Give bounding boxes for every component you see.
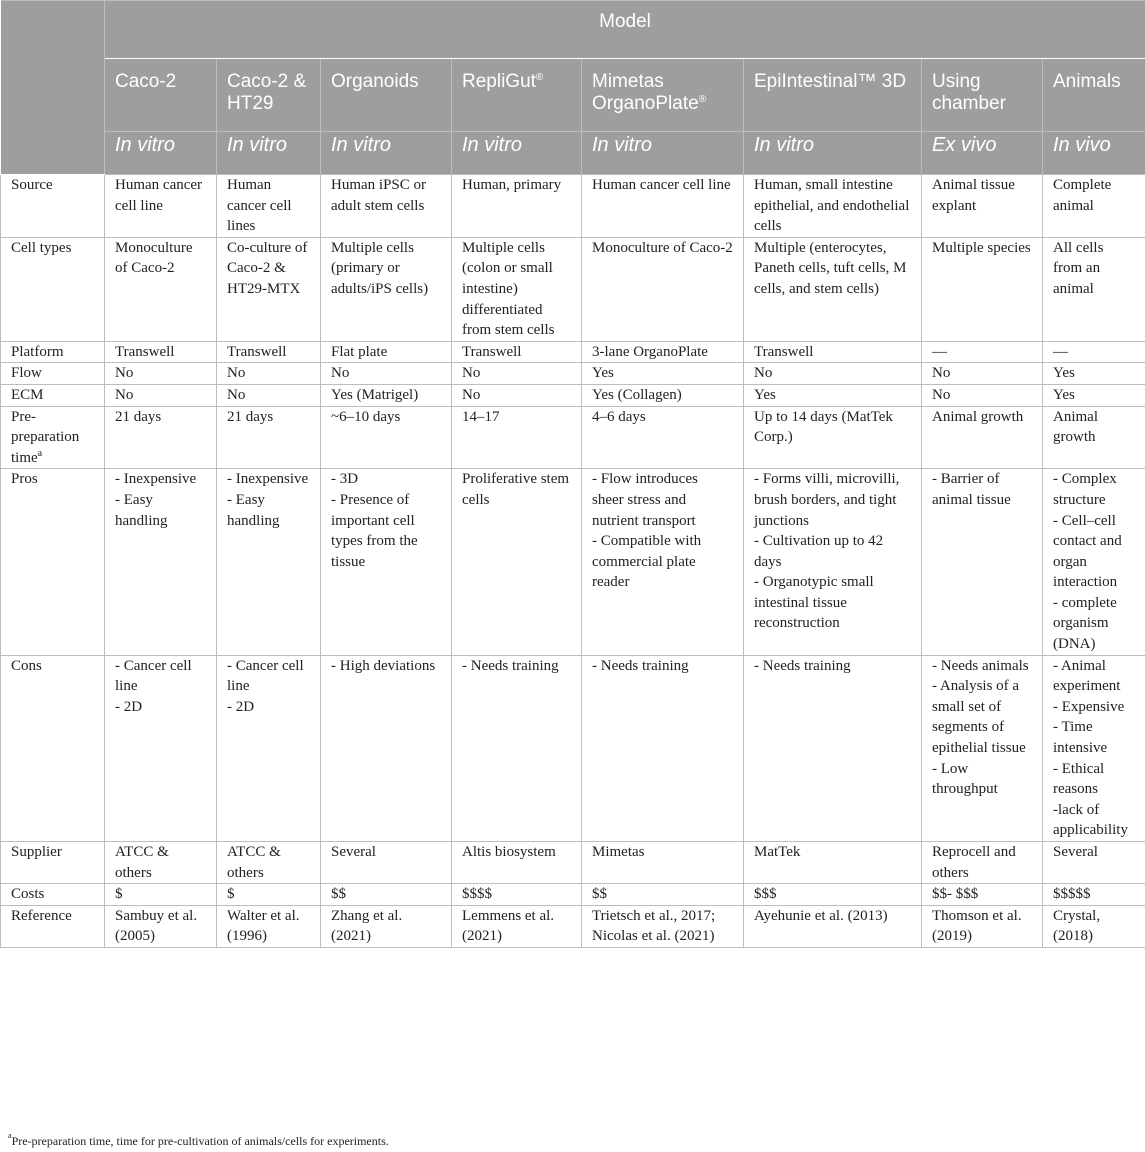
table-row (1, 363, 1145, 385)
table-cell: Several (321, 842, 452, 884)
row-label (1, 406, 105, 469)
table-cell (1043, 655, 1145, 841)
cell-line: - Low throughput (932, 760, 998, 798)
table-cell: Monoculture of Caco-2 (582, 237, 744, 341)
model-name: Using chamber (932, 71, 1006, 114)
table-cell: Transwell (744, 341, 922, 363)
table-cell (105, 469, 217, 655)
footnote-ref: a (37, 447, 43, 459)
table-cell: $ (217, 884, 321, 906)
model-name-header (744, 59, 922, 132)
row-label-text: Source (11, 177, 53, 193)
cell-line: - Cell–cell contact and organ interaction (1053, 512, 1122, 591)
table-cell (217, 469, 321, 655)
row-label (1, 363, 105, 385)
row-label (1, 341, 105, 363)
row-label-text: Costs (11, 886, 45, 903)
table-row (1, 842, 1145, 884)
table-cell: $$$ (744, 884, 922, 906)
table-cell (452, 655, 582, 841)
table-cell: Human cancer cell line (582, 175, 744, 238)
model-kind-header: In vitro (452, 132, 582, 175)
row-label-text: Pre-preparation time (11, 408, 80, 466)
table-cell: $$$$$ (1043, 884, 1145, 906)
cell-line: - Inexpensive (115, 471, 197, 488)
cell-line: - Flow introduces sheer stress and nutrient transport (592, 471, 698, 529)
cell-line: - Inexpensive (227, 471, 309, 488)
row-label (1, 842, 105, 884)
table-cell: Thomson et al. (2019) (922, 905, 1043, 947)
table-header (1, 1, 1145, 175)
table-cell: Ayehunie et al. (2013) (744, 905, 922, 947)
table-cell: Transwell (452, 341, 582, 363)
table-cell: No (105, 363, 217, 385)
model-kind-header: In vitro (321, 132, 452, 175)
table-cell: Co-culture of Caco-2 & HT29-MTX (217, 237, 321, 341)
table-cell: Yes (744, 384, 922, 406)
table-cell (582, 469, 744, 655)
table-cell: Human, primary (452, 175, 582, 238)
table-cell: Complete animal (1043, 175, 1145, 238)
row-label-text: Cons (11, 657, 42, 674)
table-row (1, 469, 1145, 655)
cell-line: - Animal experiment (1053, 657, 1121, 695)
cell-line: - Ethical reasons (1053, 760, 1105, 798)
table-cell: Yes (1043, 384, 1145, 406)
table-cell: Multiple cells (colon or small intestine) differentiated from stem cells (452, 237, 582, 341)
table-cell: No (452, 363, 582, 385)
table-cell (1043, 469, 1145, 655)
table-cell (922, 655, 1043, 841)
model-name: Mimetas OrganoPlate (592, 71, 699, 114)
model-name-header (1043, 59, 1145, 132)
table-cell (105, 655, 217, 841)
table-row (1, 655, 1145, 841)
cell-line: - Expensive (1053, 698, 1125, 715)
cell-line: - Easy handling (227, 491, 280, 529)
cell-line: - Barrier of animal tissue (932, 471, 1011, 508)
row-label (1, 384, 105, 406)
table-cell (452, 469, 582, 655)
table-cell: — (1043, 341, 1145, 363)
table-cell: Multiple cells (primary or adults/iPS cells) (321, 237, 452, 341)
table-cell: Yes (1043, 363, 1145, 385)
model-name-header (105, 59, 217, 132)
model-name: EpiIntestinal™ 3D (754, 71, 907, 92)
cell-line: - Cancer cell line (115, 657, 192, 695)
table-cell: Yes (582, 363, 744, 385)
row-label-text: ECM (11, 386, 44, 403)
cell-line: - High deviations (331, 657, 436, 674)
row-label (1, 237, 105, 341)
cell-line: - Needs training (462, 657, 559, 674)
table-cell: Human iPSC or adult stem cells (321, 175, 452, 238)
cell-line: - Needs animals (932, 657, 1029, 674)
table-cell: 3-lane OrganoPlate (582, 341, 744, 363)
table-cell: ATCC & others (105, 842, 217, 884)
table-cell (744, 469, 922, 655)
table-cell (582, 655, 744, 841)
table-cell: Yes (Matrigel) (321, 384, 452, 406)
model-name: Organoids (331, 71, 419, 92)
table-cell: Altis biosystem (452, 842, 582, 884)
model-kind-header: In vitro (217, 132, 321, 175)
table-row (1, 384, 1145, 406)
footnote (8, 1131, 389, 1149)
table-cell: Animal growth (922, 406, 1043, 469)
cell-line: - 2D (227, 698, 255, 715)
row-label-text: Supplier (11, 844, 62, 860)
table-cell: Walter et al. (1996) (217, 905, 321, 947)
cell-line: - Organotypic small intestinal tissue reconstruction (754, 574, 874, 632)
footnote-text: Pre-preparation time, time for pre-cultivation of animals/cells for experiments. (11, 1134, 389, 1148)
row-label (1, 175, 105, 238)
table-cell: Yes (Collagen) (582, 384, 744, 406)
cell-line: - Presence of important cell types from the tissue (331, 491, 418, 570)
table-cell: $$ (582, 884, 744, 906)
table-cell: $$- $$$ (922, 884, 1043, 906)
footnote-marker: a (8, 1131, 12, 1140)
table-cell (217, 655, 321, 841)
table-cell: Lemmens et al. (2021) (452, 905, 582, 947)
table-cell: 4–6 days (582, 406, 744, 469)
row-label-text: Pros (11, 471, 38, 488)
table-row (1, 341, 1145, 363)
table-cell (321, 655, 452, 841)
cell-line: - Needs training (592, 657, 689, 674)
row-label-text: Flow (11, 365, 42, 382)
cell-line: - Analysis of a small set of segments of epithelial tissue (932, 678, 1026, 757)
table-cell: No (922, 363, 1043, 385)
cell-line: - Needs training (754, 657, 851, 674)
table-cell: Multiple species (922, 237, 1043, 341)
model-kind-header: In vivo (1043, 132, 1145, 175)
model-name-header (321, 59, 452, 132)
header-corner (1, 1, 105, 175)
table-cell: ~6–10 days (321, 406, 452, 469)
cell-line: - Forms villi, microvilli, brush borders, and tight junctions (754, 471, 900, 529)
table-cell: Up to 14 days (MatTek Corp.) (744, 406, 922, 469)
table-cell: All cells from an animal (1043, 237, 1145, 341)
table-cell: Human cancer cell lines (217, 175, 321, 238)
table-cell: MatTek (744, 842, 922, 884)
table-cell: Zhang et al. (2021) (321, 905, 452, 947)
table-cell: 21 days (217, 406, 321, 469)
table-cell: Trietsch et al., 2017; Nicolas et al. (2021) (582, 905, 744, 947)
cell-line: - Complex structure (1053, 471, 1117, 508)
table-cell: 21 days (105, 406, 217, 469)
table-cell: Sambuy et al. (2005) (105, 905, 217, 947)
table-cell: — (922, 341, 1043, 363)
table-row (1, 905, 1145, 947)
model-name: Animals (1053, 71, 1121, 92)
table-cell: Several (1043, 842, 1145, 884)
table-cell: Animal growth (1043, 406, 1145, 469)
table-body (1, 175, 1145, 948)
model-group-header: Model (105, 1, 1145, 59)
row-label (1, 469, 105, 655)
table-cell (321, 469, 452, 655)
table-cell: $$$$ (452, 884, 582, 906)
table-cell: No (321, 363, 452, 385)
cell-line: -lack of applicability (1053, 801, 1128, 839)
table-cell: No (217, 363, 321, 385)
table-cell: Multiple (enterocytes, Paneth cells, tuft cells, M cells, and stem cells) (744, 237, 922, 341)
cell-line: - complete organism (DNA) (1053, 594, 1117, 653)
table-cell (922, 469, 1043, 655)
table-row (1, 406, 1145, 469)
row-label (1, 905, 105, 947)
row-label-text: Cell types (11, 239, 72, 256)
cell-line: - Compatible with commercial plate reader (592, 533, 702, 591)
cell-line: - Cultivation up to 42 days (754, 533, 884, 570)
cell-line: - Easy handling (115, 491, 168, 529)
table-cell: Human, small intestine epithelial, and endothelial cells (744, 175, 922, 238)
table-cell: Animal tissue explant (922, 175, 1043, 238)
cell-line: Proliferative stem cells (462, 471, 570, 508)
table-row (1, 175, 1145, 238)
registered-mark: ® (535, 72, 544, 83)
row-label-text: Platform (11, 343, 64, 360)
table-row (1, 884, 1145, 906)
cell-line: - 3D (331, 471, 359, 488)
model-name-header (582, 59, 744, 132)
model-kind-header: In vitro (105, 132, 217, 175)
table-cell: Crystal, (2018) (1043, 905, 1145, 947)
table-cell: $$ (321, 884, 452, 906)
table-cell: Human cancer cell line (105, 175, 217, 238)
table-cell: No (452, 384, 582, 406)
table-cell: Transwell (105, 341, 217, 363)
model-name-header (922, 59, 1043, 132)
table-cell: No (744, 363, 922, 385)
table-cell (744, 655, 922, 841)
table-cell: 14–17 (452, 406, 582, 469)
registered-mark: ® (698, 94, 707, 105)
table-cell: Reprocell and others (922, 842, 1043, 884)
table-cell: Monoculture of Caco-2 (105, 237, 217, 341)
table-row (1, 237, 1145, 341)
table-cell: Mimetas (582, 842, 744, 884)
table-cell: Transwell (217, 341, 321, 363)
table-cell: No (105, 384, 217, 406)
cell-line: - Time intensive (1053, 719, 1108, 757)
table-cell: ATCC & others (217, 842, 321, 884)
table-cell: No (217, 384, 321, 406)
model-kind-header: In vitro (582, 132, 744, 175)
row-label (1, 884, 105, 906)
model-name: Caco-2 (115, 71, 177, 92)
model-name-header (217, 59, 321, 132)
table-cell: Flat plate (321, 341, 452, 363)
cell-line: - 2D (115, 698, 143, 715)
table-cell: $ (105, 884, 217, 906)
model-kind-header: In vitro (744, 132, 922, 175)
cell-line: - Cancer cell line (227, 657, 304, 695)
model-name: Caco-2 & HT29 (227, 71, 307, 114)
model-kind-header: Ex vivo (922, 132, 1043, 175)
row-label (1, 655, 105, 841)
model-name-header (452, 59, 582, 132)
row-label-text: Reference (11, 907, 72, 924)
table-cell: No (922, 384, 1043, 406)
model-name: RepliGut (462, 71, 536, 92)
